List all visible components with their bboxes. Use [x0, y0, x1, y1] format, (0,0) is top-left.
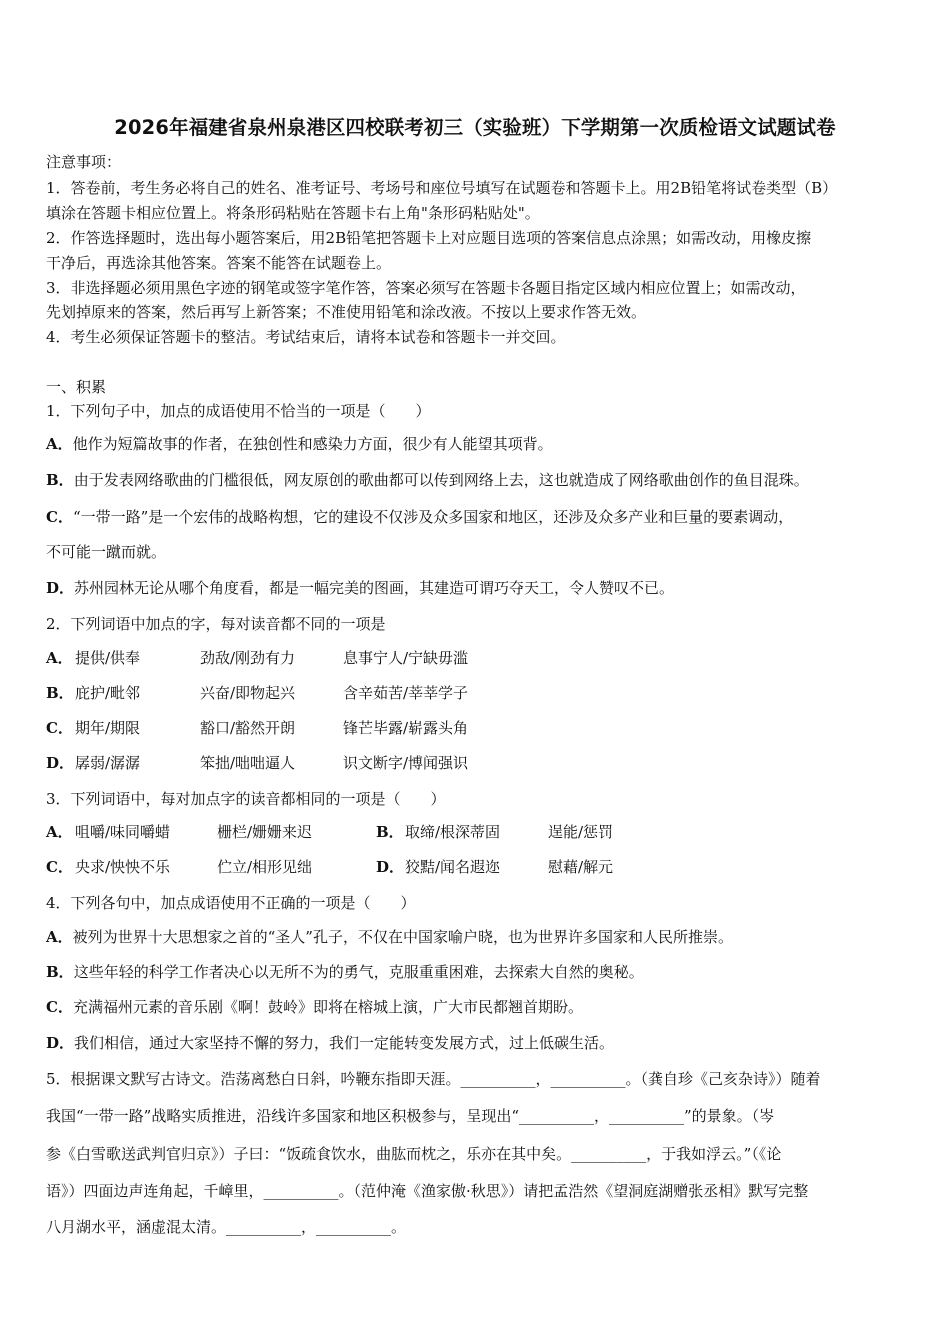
question-3-stem: 3．下列词语中，每对加点字的读音都相同的一项是（ ） — [46, 790, 446, 808]
question-1-option-d — [46, 578, 674, 598]
option-word: 劲敌/刚劲有力 — [200, 649, 296, 667]
question-4-stem: 4．下列各句中，加点成语使用不正确的一项是（ ） — [46, 894, 416, 912]
option-word: 提供/供奉 — [75, 649, 141, 667]
question-5-line: 八月湖水平，涵虚混太清。__________，__________。 — [46, 1218, 407, 1236]
question-4-option-a — [46, 927, 733, 947]
question-4-option-d — [46, 1033, 614, 1053]
option-word: 含辛茹苦/莘莘学子 — [343, 684, 469, 702]
question-5-line: 参《白雪歌送武判官归京》）子曰：“饭疏食饮水，曲肱而枕之，乐亦在其中矣。__________，于我如浮云。”（《论 — [46, 1145, 782, 1163]
option-word: 央求/怏怏不乐 — [75, 858, 171, 876]
option-word: 期年/期限 — [75, 719, 141, 737]
option-word: 笨拙/咄咄逼人 — [200, 754, 296, 772]
option-word: 豁口/豁然开朗 — [200, 719, 296, 737]
option-label: B． — [376, 823, 404, 841]
option-word: 庇护/毗邻 — [75, 684, 141, 702]
notice-line: 干净后，再选涂其他答案。答案不能答在试题卷上。 — [46, 254, 392, 272]
option-label: A． — [46, 435, 73, 453]
option-word: 咀嚼/味同嚼蜡 — [75, 823, 171, 841]
option-label: C． — [46, 998, 73, 1016]
option-label: B． — [46, 684, 74, 702]
option-label: C． — [46, 858, 73, 876]
notice-line: 4．考生必须保证答题卡的整洁。考试结束后，请将本试卷和答题卡一并交回。 — [46, 328, 566, 346]
notice-heading: 注意事项： — [46, 153, 122, 171]
option-label: A． — [46, 649, 73, 667]
option-text: 苏州园林无论从哪个角度看，都是一幅完美的图画，其建造可谓巧夺天工，令人赞叹不已。 — [74, 579, 675, 597]
question-1-option-c — [46, 507, 793, 527]
option-word: 逞能/惩罚 — [548, 823, 614, 841]
option-word: 慰藉/解元 — [548, 858, 614, 876]
option-label: B． — [46, 471, 74, 489]
question-2-stem: 2．下列词语中加点的字，每对读音都不同的一项是 — [46, 615, 386, 633]
question-1-option-b — [46, 470, 809, 490]
section-heading: 一、积累 — [46, 378, 107, 396]
option-label: A． — [46, 928, 73, 946]
option-word: 狡黠/闻名遐迩 — [405, 858, 501, 876]
option-text: 我们相信，通过大家坚持不懈的努力，我们一定能转变发展方式，过上低碳生活。 — [74, 1034, 615, 1052]
option-label: D． — [46, 754, 75, 772]
option-label: A． — [46, 823, 73, 841]
option-label: C． — [46, 719, 73, 737]
option-text: 充满福州元素的音乐剧《啊！鼓岭》即将在榕城上演，广大市民都翘首期盼。 — [72, 998, 583, 1016]
option-text: “一带一路”是一个宏伟的战略构想，它的建设不仅涉及众多国家和地区，还涉及众多产业和巨量的要素调动， — [72, 508, 794, 526]
option-word: 栅栏/姗姗来迟 — [217, 823, 313, 841]
question-1-stem: 1．下列句子中，加点的成语使用不恰当的一项是（ ） — [46, 402, 431, 420]
option-label: D． — [46, 579, 75, 597]
option-text: 被列为世界十大思想家之首的“圣人”孔子，不仅在中国家喻户晓，也为世界许多国家和人民所推崇。 — [72, 928, 733, 946]
option-label: D． — [46, 1034, 75, 1052]
option-label: C． — [46, 508, 73, 526]
question-4-option-c — [46, 997, 583, 1017]
notice-line: 2．作答选择题时，选出每小题答案后，用2B铅笔把答题卡上对应题目选项的答案信息点涂黑；如需改动，用橡皮擦 — [46, 229, 812, 247]
option-label: D． — [376, 858, 405, 876]
notice-line: 先划掉原来的答案，然后再写上新答案；不准使用铅笔和涂改液。不按以上要求作答无效。 — [46, 303, 647, 321]
question-4-option-b — [46, 962, 644, 982]
option-word: 孱弱/潺潺 — [75, 754, 141, 772]
option-word: 取缔/根深蒂固 — [405, 823, 501, 841]
question-1-option-c-continued: 不可能一蹴而就。 — [46, 543, 167, 561]
question-5-line: 5．根据课文默写古诗文。浩荡离愁白日斜，吟鞭东指即天涯。__________，__________。（龚自珍《己亥杂诗》）随着 — [46, 1070, 821, 1088]
option-text: 由于发表网络歌曲的门槛很低，网友原创的歌曲都可以传到网络上去，这也就造成了网络歌曲创作的鱼目混珠。 — [73, 471, 809, 489]
option-word: 息事宁人/宁缺毋滥 — [343, 649, 469, 667]
option-text: 他作为短篇故事的作者，在独创性和感染力方面，很少有人能望其项背。 — [72, 435, 553, 453]
option-label: B． — [46, 963, 74, 981]
option-text: 这些年轻的科学工作者决心以无所不为的勇气，克服重重困难，去探索大自然的奥秘。 — [73, 963, 644, 981]
notice-line: 1．答卷前，考生务必将自己的姓名、准考证号、考场号和座位号填写在试题卷和答题卡上。用2B铅笔将试卷类型（B） — [46, 179, 838, 197]
option-word: 兴奋/即物起兴 — [200, 684, 296, 702]
question-5-line: 语》）四面边声连角起，千嶂里，__________。（范仲淹《渔家傲·秋思》）请把孟浩然《望洞庭湖赠张丞相》默写完整 — [46, 1182, 809, 1200]
option-word: 伫立/相形见绌 — [217, 858, 313, 876]
option-word: 识文断字/博闻强识 — [343, 754, 469, 772]
question-1-option-a — [46, 434, 553, 454]
notice-line: 3．非选择题必须用黑色字迹的钢笔或签字笔作答，答案必须写在答题卡各题目指定区域内相应位置上；如需改动， — [46, 279, 806, 297]
option-word: 锋芒毕露/崭露头角 — [343, 719, 469, 737]
question-5-line: 我国“一带一路”战略实质推进，沿线许多国家和地区积极参与，呈现出“__________，__________”的景象。（岑 — [46, 1107, 775, 1125]
notice-line: 填涂在答题卡相应位置上。将条形码粘贴在答题卡右上角"条形码粘贴处"。 — [46, 204, 540, 222]
page-title: 2026年福建省泉州泉港区四校联考初三（实验班）下学期第一次质检语文试题试卷 — [114, 116, 836, 139]
